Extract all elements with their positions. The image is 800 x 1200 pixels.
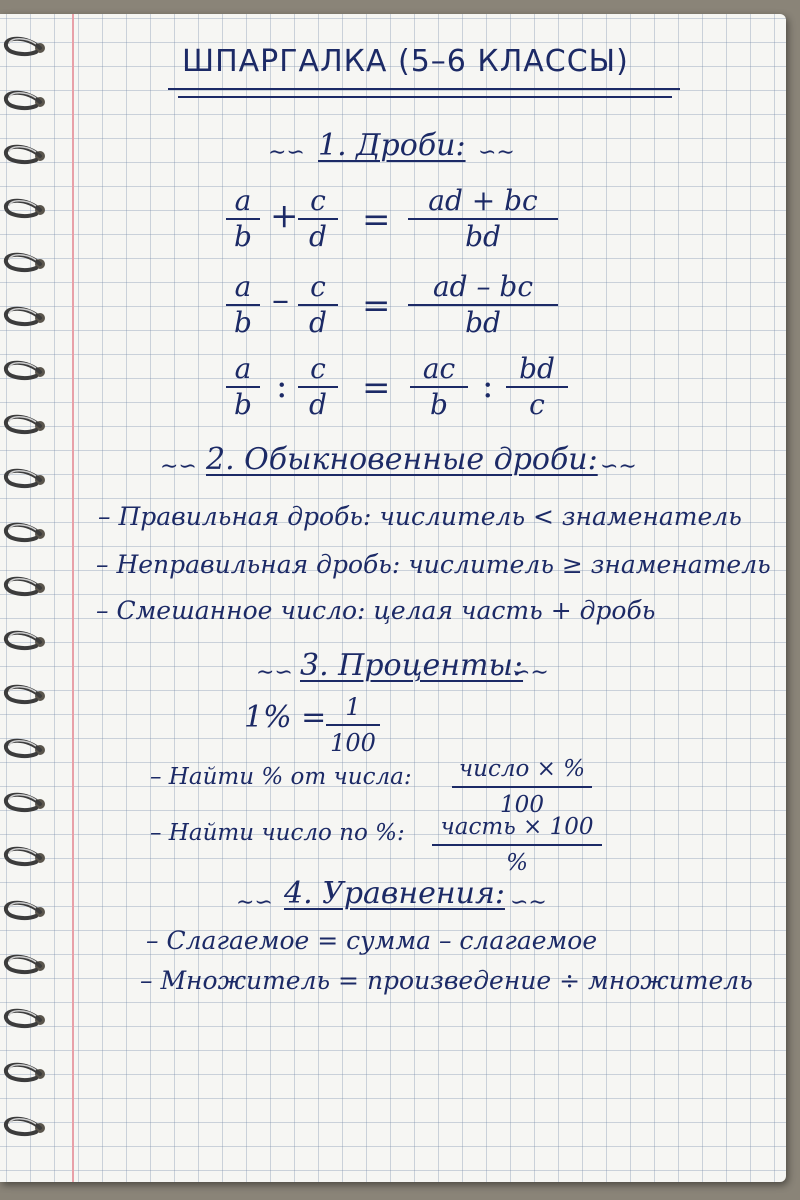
- flourish-right-icon: ∽∼: [478, 140, 515, 165]
- flourish-left-icon: ∼∽: [236, 890, 273, 915]
- title-underline: [168, 88, 680, 90]
- fraction-find-number: часть × 100 %: [432, 810, 602, 880]
- flourish-left-icon: ∼∽: [160, 454, 197, 479]
- title-underline-2: [178, 96, 672, 98]
- fraction-1-100: $\frac{1}{100}$: [326, 690, 380, 760]
- find-percent-label: – Найти % от числа:: [150, 764, 412, 790]
- divide-sign-2: :: [482, 366, 494, 406]
- fraction-find-percent: число × % 100: [452, 752, 592, 822]
- fraction-result-diff: $\frac{ad - bc}{bd}$: [408, 270, 558, 340]
- fraction-result-sum: $\frac{ad + bc}{bd}$: [408, 184, 558, 254]
- section-heading-common-fractions: 2. Обыкновенные дроби:: [206, 442, 598, 477]
- fraction-ac-b: $\frac{ac}{b}$: [410, 352, 468, 422]
- equals-sign: =: [362, 200, 391, 240]
- equals-sign-2: =: [362, 286, 391, 326]
- flourish-right-icon: ∽∼: [600, 454, 637, 479]
- minus-sign: –: [272, 280, 289, 320]
- flourish-right-icon: ∽∼: [510, 890, 547, 915]
- section-heading-percent: 3. Проценты:: [300, 648, 524, 683]
- list-item-improper-fraction: – Неправильная дробь: числитель ≥ знаменатель: [96, 550, 771, 579]
- fraction-a-b-3: $\frac{a}{b}$: [226, 352, 260, 422]
- fraction-c-d-2: $\frac{c}{d}$: [298, 270, 338, 340]
- fraction-a-b-2: $\frac{a}{b}$: [226, 270, 260, 340]
- one-percent-lhs: 1% =: [244, 700, 327, 735]
- equals-sign-3: =: [362, 368, 391, 408]
- plus-sign: +: [270, 196, 299, 236]
- fraction-c-d-3: $\frac{c}{d}$: [298, 352, 338, 422]
- fraction-a-b: $\frac{a}{b}$: [226, 184, 260, 254]
- margin-line: [72, 14, 74, 1182]
- flourish-left-icon: ∼∽: [268, 140, 305, 165]
- find-number-label: – Найти число по %:: [150, 820, 405, 846]
- fraction-bd-c: $\frac{bd}{c}$: [506, 352, 568, 422]
- fraction-c-d: $\frac{c}{d}$: [298, 184, 338, 254]
- flourish-right-icon: ∽∼: [512, 660, 549, 685]
- page-title: ШПАРГАЛКА (5–6 КЛАССЫ): [182, 44, 629, 79]
- spiral-binding: [0, 0, 60, 1200]
- section-heading-fractions: 1. Дроби:: [318, 128, 466, 163]
- divide-sign: :: [276, 366, 288, 406]
- section-heading-equations: 4. Уравнения:: [284, 876, 505, 911]
- flourish-left-icon: ∼∽: [256, 660, 293, 685]
- list-item-proper-fraction: – Правильная дробь: числитель < знаменатель: [98, 502, 742, 531]
- list-item-factor: – Множитель = произведение ÷ множитель: [140, 966, 753, 995]
- list-item-mixed-number: – Смешанное число: целая часть + дробь: [96, 596, 656, 625]
- list-item-addend: – Слагаемое = сумма – слагаемое: [146, 926, 598, 955]
